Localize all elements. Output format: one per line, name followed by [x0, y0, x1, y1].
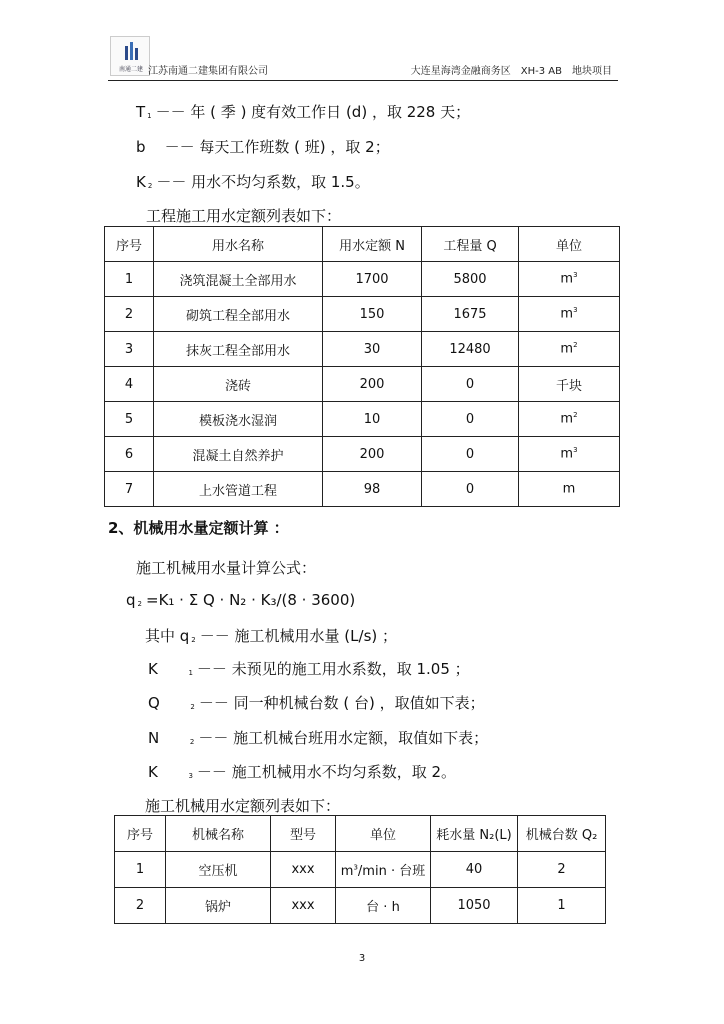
table-row — [105, 297, 620, 332]
table-header-row — [115, 816, 606, 852]
cell-no: 2 — [105, 297, 154, 332]
cell-no: 4 — [105, 367, 154, 402]
column-header: 机械台数 Q₂ — [518, 816, 606, 852]
table-row — [105, 402, 620, 437]
cell-name: 混凝土自然养护 — [154, 437, 323, 472]
cell-quota: 98 — [323, 472, 422, 507]
section2-heading: 2、机械用水量定额计算 ： — [108, 519, 289, 537]
cell-qty: 0 — [422, 472, 519, 507]
table-row — [105, 437, 620, 472]
table1-intro: 工程施工用水定额列表如下： — [146, 207, 342, 225]
logo-mark-icon — [123, 42, 139, 62]
cell-no: 2 — [115, 888, 166, 924]
cell-qty: 12480 — [422, 332, 519, 367]
table2-intro: 施工机械用水定额列表如下： — [145, 797, 341, 815]
project-name: 大连星海湾金融商务区 XH-3 AB 地块项目 — [410, 66, 612, 77]
column-header: 用水定额 N — [323, 227, 422, 262]
cell-qty: 0 — [422, 367, 519, 402]
cell-no: 6 — [105, 437, 154, 472]
cell-unit: $m^3$ — [519, 297, 620, 332]
k2-definition: K 2 －－ 用水不均匀系数，取 1.5。 — [136, 173, 370, 191]
cell-quota: 30 — [323, 332, 422, 367]
page-header — [108, 36, 618, 81]
cell-unit: 千块 — [519, 367, 620, 402]
cell-no: 3 — [105, 332, 154, 367]
formula-intro: 施工机械用水量计算公式： — [136, 559, 317, 577]
column-header: 耗水量 N₂(L) — [431, 816, 518, 852]
cell-quota: 10 — [323, 402, 422, 437]
column-header: 用水名称 — [154, 227, 323, 262]
cell-qty: 0 — [422, 437, 519, 472]
n2-definition: N 2 －－ 施工机械台班用水定额，取值如下表； — [148, 729, 489, 747]
logo-text: 南通二建 — [118, 66, 143, 73]
b-definition: b －－ 每天工作班数 ( 班) ，取 2； — [136, 138, 390, 156]
cell-unit: $m^3$ — [519, 437, 620, 472]
cell-qty: 1675 — [422, 297, 519, 332]
q2-definition: Q 2 －－ 同一种机械台数 ( 台) ，取值如下表； — [148, 694, 485, 712]
company-logo — [110, 36, 150, 76]
k1-definition: K 1 －－ 未预见的施工用水系数，取 1.05 ； — [148, 660, 470, 678]
machine-water-table — [114, 815, 606, 924]
table-row — [115, 852, 606, 888]
cell-name: 上水管道工程 — [154, 472, 323, 507]
column-header: 型号 — [271, 816, 336, 852]
column-header: 序号 — [115, 816, 166, 852]
company-name: 江苏南通二建集团有限公司 — [148, 66, 268, 77]
cell-unit: m — [519, 472, 620, 507]
cell-water: 1050 — [431, 888, 518, 924]
cell-quota: 200 — [323, 437, 422, 472]
cell-water: 40 — [431, 852, 518, 888]
table-row — [105, 472, 620, 507]
cell-unit: $m^2$ — [519, 402, 620, 437]
cell-no: 1 — [105, 262, 154, 297]
column-header: 单位 — [519, 227, 620, 262]
cell-no: 5 — [105, 402, 154, 437]
cell-name: 锅炉 — [166, 888, 271, 924]
table-row — [105, 262, 620, 297]
water-quota-table — [104, 226, 620, 507]
cell-name: 模板浇水湿润 — [154, 402, 323, 437]
cell-name: 抹灰工程全部用水 — [154, 332, 323, 367]
cell-qty: 5800 — [422, 262, 519, 297]
cell-count: 1 — [518, 888, 606, 924]
k3-definition: K 3 －－ 施工机械用水不均匀系数，取 2。 — [148, 763, 457, 781]
table-row — [105, 332, 620, 367]
column-header: 机械名称 — [166, 816, 271, 852]
cell-qty: 0 — [422, 402, 519, 437]
cell-model: xxx — [271, 888, 336, 924]
cell-unit: $m^3$ — [519, 262, 620, 297]
t-definition: T 1 －－ 年 ( 季 ) 度有效工作日 (d) ，取 228 天； — [136, 103, 471, 121]
column-header: 工程量 Q — [422, 227, 519, 262]
cell-name: 浇筑混凝土全部用水 — [154, 262, 323, 297]
column-header: 单位 — [336, 816, 431, 852]
table-row — [105, 367, 620, 402]
cell-unit: $m^3/\min$ · 台班 — [336, 852, 431, 888]
cell-unit: 台 · h — [336, 888, 431, 924]
cell-quota: 200 — [323, 367, 422, 402]
table-header-row — [105, 227, 620, 262]
cell-quota: 1700 — [323, 262, 422, 297]
where-q2: 其中 q 2 －－ 施工机械用水量 (L/s) ； — [145, 627, 398, 645]
formula: q 2 =K₁ · Σ Q · N₂ · K₃/(8 · 3600) — [126, 591, 356, 609]
page-number: 3 — [358, 953, 366, 964]
cell-name: 砌筑工程全部用水 — [154, 297, 323, 332]
cell-unit: $m^2$ — [519, 332, 620, 367]
cell-no: 1 — [115, 852, 166, 888]
cell-count: 2 — [518, 852, 606, 888]
cell-quota: 150 — [323, 297, 422, 332]
cell-name: 浇砖 — [154, 367, 323, 402]
cell-no: 7 — [105, 472, 154, 507]
table-row — [115, 888, 606, 924]
cell-model: xxx — [271, 852, 336, 888]
cell-name: 空压机 — [166, 852, 271, 888]
column-header: 序号 — [105, 227, 154, 262]
